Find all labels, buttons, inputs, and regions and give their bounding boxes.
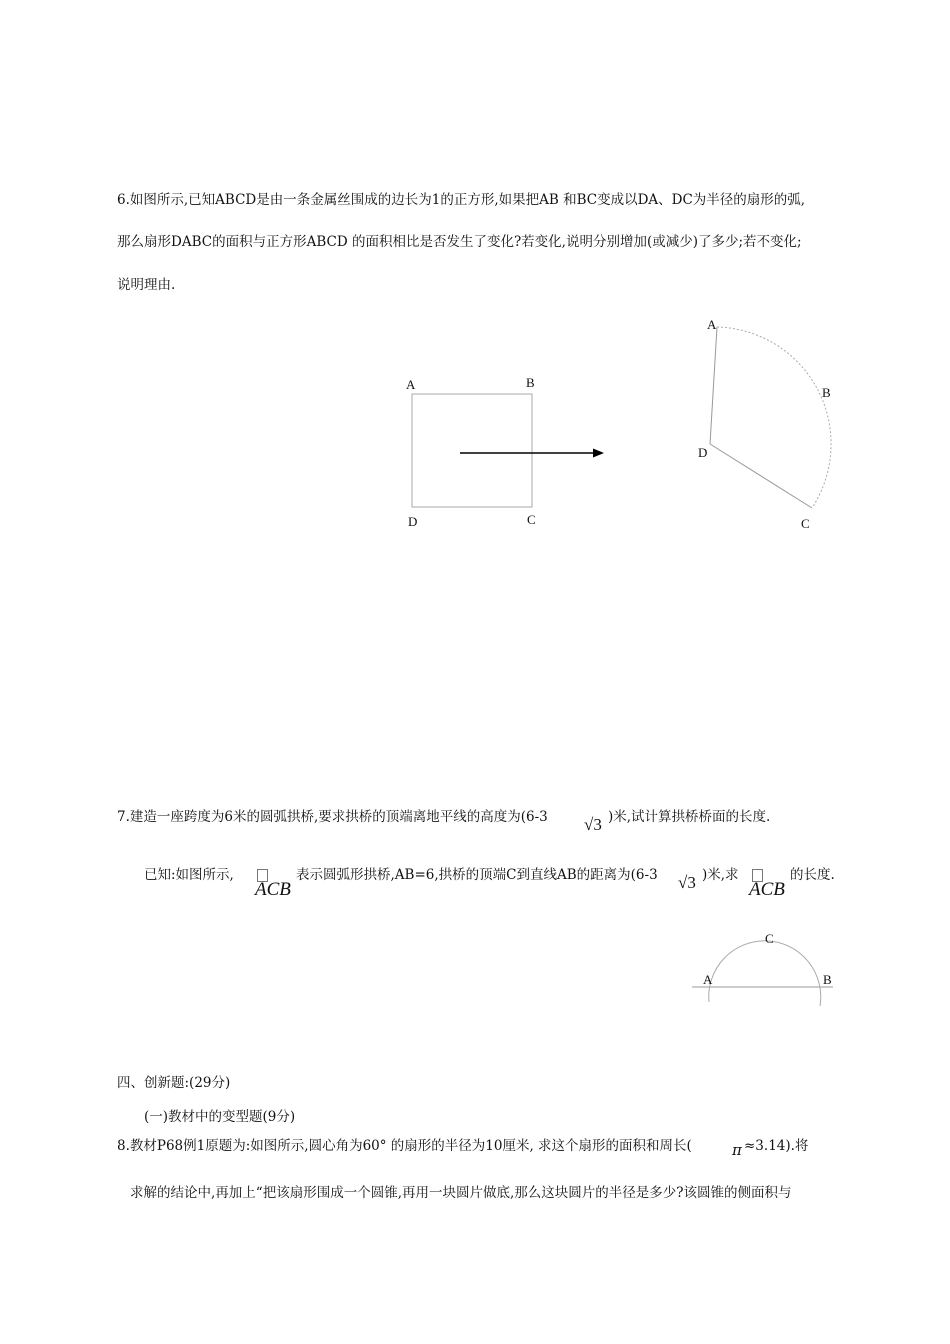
transform-arrow-head: [593, 449, 604, 458]
square-abcd: [412, 394, 532, 507]
q7-line-1-sqrt3: √3: [584, 815, 602, 834]
arc-acb-label-2: ACB: [749, 879, 785, 900]
q8-pi-symbol: π: [732, 1141, 742, 1159]
bridge-label-a: A: [703, 972, 713, 987]
sector-radius-da: [710, 327, 717, 444]
square-label-a: A: [406, 377, 416, 392]
q8-line-2: 求解的结论中,再加上“把该扇形围成一个圆锥,再用一块圆片做底,那么这块圆片的半径是多少?该圆锥的侧面积与: [130, 1185, 792, 1201]
sector-label-b: B: [822, 385, 831, 400]
q7-line-2-part-a: 已知:如图所示,: [144, 867, 234, 883]
section-4-heading: 四、创新题:(29分): [117, 1075, 231, 1091]
q6-line-1: 6.如图所示,已知ABCD是由一条金属丝围成的边长为1的正方形,如果把AB 和BC变成以DA、DC为半径的扇形的弧,: [117, 192, 806, 208]
sector-label-d: D: [698, 445, 708, 460]
sector-label-c: C: [801, 516, 810, 531]
sector-arc-abc: [717, 327, 831, 508]
square-label-d: D: [408, 514, 418, 529]
q7-line-2-part-c: )米,求: [702, 867, 739, 883]
sector-radius-dc: [710, 444, 812, 508]
section-4-subheading: (一)教材中的变型题(9分): [144, 1109, 296, 1125]
q7-line-1-part-a: 7.建造一座跨度为6米的圆弧拱桥,要求拱桥的顶端离地平线的高度为(6-3: [117, 809, 548, 825]
bridge-label-b: B: [823, 972, 832, 987]
q7-line-2-sqrt3: √3: [678, 873, 696, 892]
q7-line-1-part-b: )米,试计算拱桥桥面的长度.: [608, 809, 771, 825]
q8-line-1-part-a: 8.教材P68例1原题为:如图所示,圆心角为60° 的扇形的半径为10厘米, 求这个扇形的面积和周长(: [117, 1138, 692, 1154]
sector-label-a: A: [707, 317, 717, 332]
q6-line-2: 那么扇形DABC的面积与正方形ABCD 的面积相比是否发生了变化?若变化,说明分别增加(或减少)了多少;若不变化;: [117, 234, 802, 250]
bridge-label-c: C: [765, 931, 774, 946]
q6-line-3: 说明理由.: [117, 277, 176, 293]
q7-line-2-part-b: 表示圆弧形拱桥,AB=6,拱桥的顶端C到直线AB的距离为(6-3: [296, 867, 658, 883]
square-label-c: C: [527, 512, 536, 527]
bridge-arc-acb: [709, 941, 821, 1006]
square-label-b: B: [526, 375, 535, 390]
q7-line-2-part-d: 的长度.: [790, 867, 835, 883]
arc-acb-label-1: ACB: [255, 879, 291, 900]
q8-line-1-part-b: ≈3.14).将: [744, 1138, 809, 1154]
